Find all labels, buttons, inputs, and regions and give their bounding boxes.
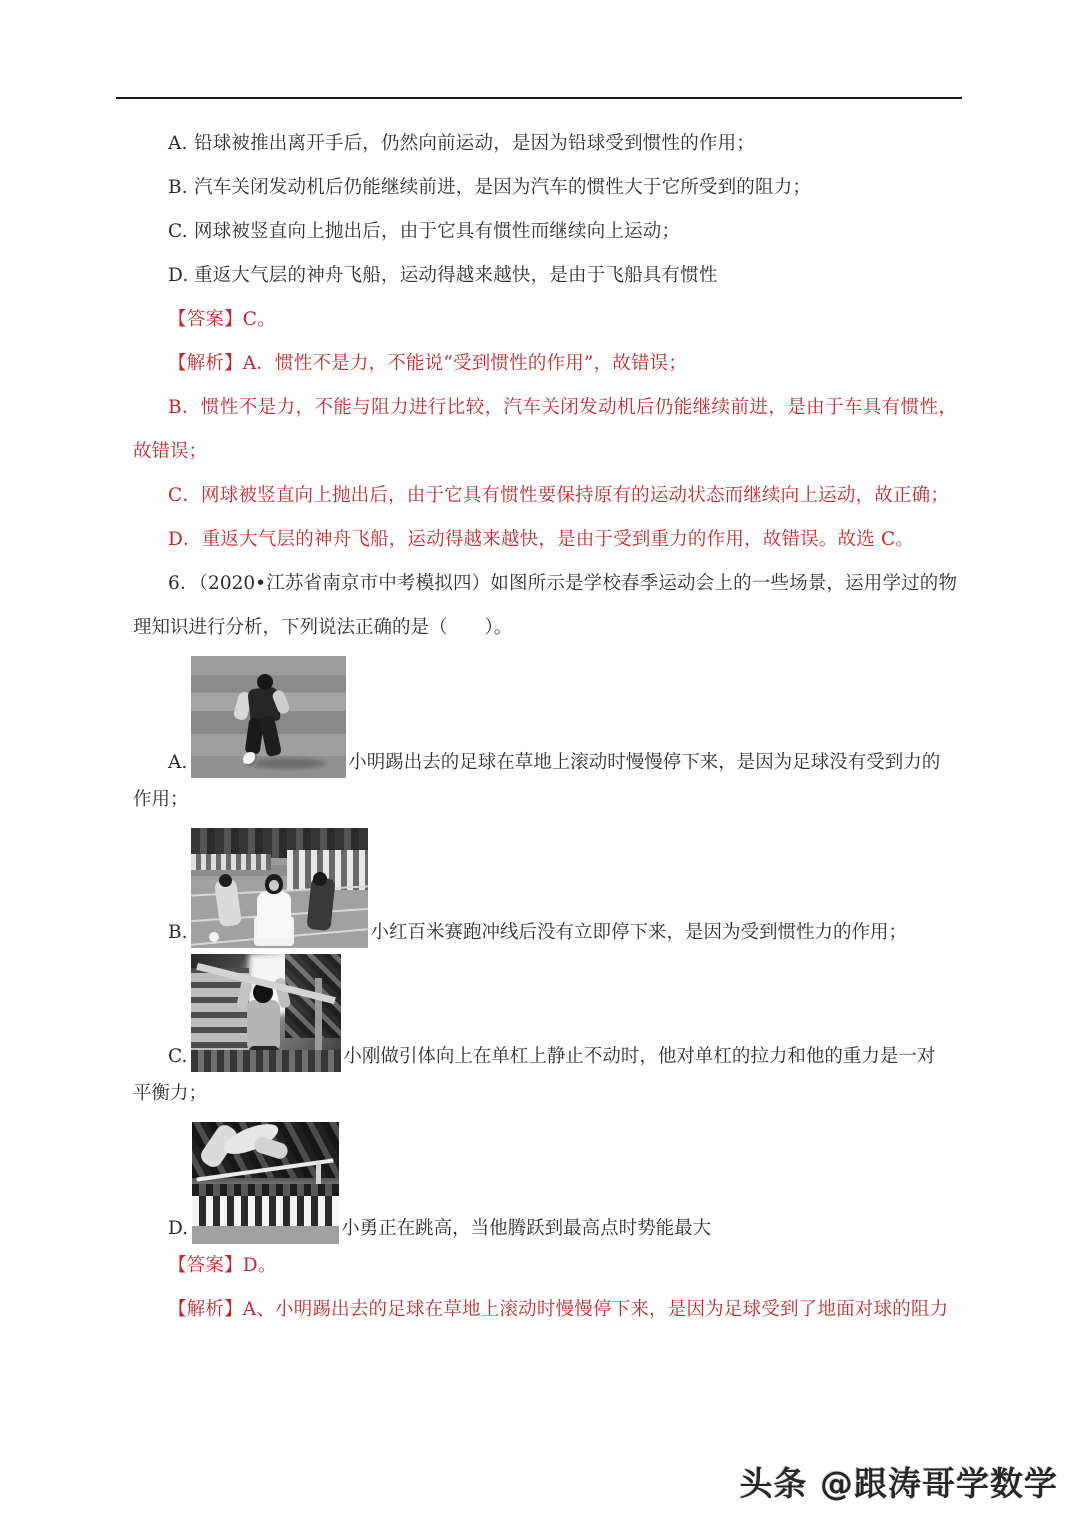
- q5-analysis-line-1: 【解析】A．惯性不是力，不能说“受到惯性的作用”，故错误；: [168, 353, 688, 374]
- q6-option-d-label: D.: [168, 1218, 189, 1239]
- q5-answer-line: 【答案】C。: [168, 309, 276, 330]
- q6-option-d: [133, 1122, 957, 1244]
- pullup-photo: [191, 954, 341, 1072]
- q5-option-a-label: A.: [168, 133, 188, 154]
- q5-analysis-line-4: D．重返大气层的神舟飞船，运动得越来越快，是由于受到重力的作用，故错误。故选 C。: [168, 529, 915, 550]
- q6-option-b: [133, 828, 957, 948]
- q5-option-c-text: 网球被竖直向上抛出后，由于它具有惯性而继续向上运动；: [194, 221, 681, 242]
- q6-option-a-text-tail: 作用；: [133, 789, 189, 810]
- highjump-photo: [192, 1122, 339, 1244]
- q5-option-d-text: 重返大气层的神舟飞船，运动得越来越快，是由于飞船具有惯性: [194, 265, 718, 286]
- highjump-ground: [192, 1226, 339, 1244]
- q6-option-b-text: 小红百米赛跑冲线后没有立即停下来，是因为受到惯性力的作用；: [370, 922, 907, 943]
- q6-option-a: [133, 656, 957, 822]
- q5-option-b: [133, 166, 957, 210]
- page-content: [133, 122, 957, 1332]
- q6-option-c-label: C.: [168, 1046, 188, 1067]
- q5-option-a: [133, 122, 957, 166]
- q5-option-d-label: D.: [168, 265, 189, 286]
- q5-option-a-text: 铅球被推出离开手后，仍然向前运动，是因为铅球受到惯性的作用；: [194, 133, 756, 154]
- sprint-crowd-left: [191, 854, 271, 870]
- q6-analysis-line-1: 【解析】A、小明踢出去的足球在草地上滚动时慢慢停下来，是因为足球受到了地面对球的阻力: [168, 1299, 949, 1320]
- q5-option-c: [133, 210, 957, 254]
- q5-option-b-label: B.: [168, 177, 188, 198]
- q6-option-a-text: 小明踢出去的足球在草地上滚动时慢慢停下来，是因为足球没有受到力的: [348, 752, 941, 773]
- q6-answer-line: 【答案】D。: [168, 1255, 277, 1276]
- watermark-prefix: 头条: [739, 1464, 808, 1503]
- q6-option-c-text-tail: 平衡力；: [133, 1083, 208, 1104]
- q6-option-c-text: 小刚做引体向上在单杠上静止不动时，他对单杠的拉力和他的重力是一对: [343, 1046, 936, 1067]
- q6-stem: 6．（2020•江苏省南京市中考模拟四）如图所示是学校春季运动会上的一些场景，运用学过的物理知识进行分析，下列说法正确的是（ ）。: [133, 573, 957, 638]
- q5-option-b-text: 汽车关闭发动机后仍能继续前进，是因为汽车的惯性大于它所受到的阻力；: [194, 177, 812, 198]
- sprint-finish-photo: [191, 828, 368, 948]
- q5-analysis-line-3: C．网球被竖直向上抛出后，由于它具有惯性要保持原有的运动状态而继续向上运动，故正确；: [168, 485, 950, 506]
- soccer-leg-right: [259, 715, 282, 757]
- q5-option-c-label: C.: [168, 221, 188, 242]
- pullup-body: [247, 1000, 280, 1052]
- q6-option-b-label: B.: [168, 922, 188, 943]
- sprint-girl-body: [257, 892, 291, 938]
- q6-option-c: [133, 954, 957, 1116]
- q6-option-d-text: 小勇正在跳高，当他腾跃到最高点时势能最大: [341, 1218, 712, 1239]
- watermark-handle: @跟涛哥学数学: [820, 1464, 1058, 1503]
- q5-option-d: [133, 254, 957, 298]
- watermark: [740, 1458, 1059, 1505]
- highjump-crowd-heads: [192, 1184, 339, 1196]
- q6-option-a-label: A.: [168, 752, 188, 773]
- header-rule: [116, 97, 962, 99]
- q5-analysis-line-2: B．惯性不是力，不能与阻力进行比较，汽车关闭发动机后仍能继续前进，是由于车具有惯性，故错误；: [133, 397, 957, 462]
- soccer-shadow: [251, 758, 325, 769]
- soccer-photo: [191, 656, 346, 778]
- pullup-ground-crowd: [191, 1050, 341, 1072]
